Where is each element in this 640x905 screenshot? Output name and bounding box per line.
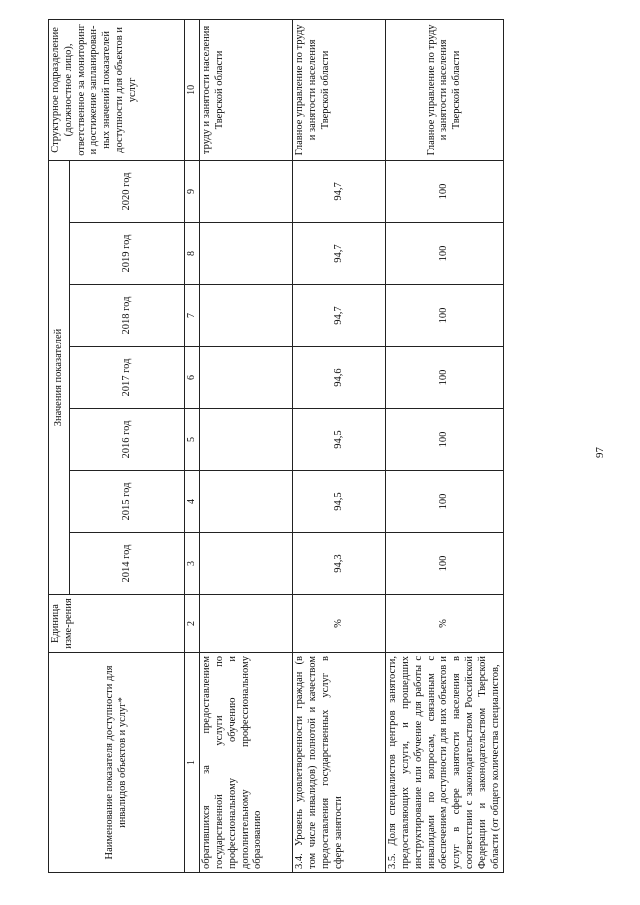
- table-row: [386, 19, 504, 872]
- column-index: 9: [185, 160, 200, 222]
- header-year-2020: 2020 год: [70, 160, 185, 222]
- value-2014: [200, 533, 293, 595]
- value-2016: [200, 409, 293, 471]
- value-2015: [200, 471, 293, 533]
- value-2019: [200, 223, 293, 285]
- value-2015: 94,5: [293, 471, 386, 533]
- indicator-unit: %: [293, 595, 386, 653]
- value-2018: 94,7: [293, 285, 386, 347]
- column-index: 7: [185, 285, 200, 347]
- value-2016: 94,5: [293, 409, 386, 471]
- value-2014: 94,3: [293, 533, 386, 595]
- header-row-1: [49, 19, 70, 872]
- value-2015: 100: [386, 471, 504, 533]
- column-index: 4: [185, 471, 200, 533]
- value-2018: [200, 285, 293, 347]
- responsible-unit: Главное управление по труду и занятости населения Тверской области: [386, 19, 504, 160]
- column-index: 2: [185, 595, 200, 653]
- indicator-unit: [200, 595, 293, 653]
- indicator-unit: %: [386, 595, 504, 653]
- value-2017: [200, 347, 293, 409]
- value-2018: 100: [386, 285, 504, 347]
- indicator-name: обратившихся за предоставлением государственной услуги по профессиональному обучению и дополнительному профессиональному образованию: [200, 653, 293, 873]
- value-2014: 100: [386, 533, 504, 595]
- column-index-row: [185, 19, 200, 872]
- responsible-unit: Главное управление по труду и занятости населения Тверской области: [293, 19, 386, 160]
- indicator-table: [48, 19, 504, 873]
- column-index: 3: [185, 533, 200, 595]
- value-2017: 94,6: [293, 347, 386, 409]
- table-row: [293, 19, 386, 872]
- indicator-name: 3.4. Уровень удовлетворенности граждан (в том числе инвалидов) полнотой и качеством предоставления государственных услуг в сфере занятости: [293, 653, 386, 873]
- header-name: Наименование показателя доступности для инвалидов объектов и услуг*: [49, 653, 185, 873]
- column-index: 1: [185, 653, 200, 873]
- page-number: 97: [594, 447, 606, 458]
- header-unit: Единица изме-рения: [49, 595, 185, 653]
- header-year-2017: 2017 год: [70, 347, 185, 409]
- value-2020: [200, 160, 293, 222]
- header-year-2018: 2018 год: [70, 285, 185, 347]
- indicator-name: 3.5. Доля специалистов центров занятости, предоставляющих услуги, и прошедших инструктирование или обучение для работы с инвалидами по вопросам, связанным с обеспечением доступности для них объектов и услуг в сфере занятости населения в соответствии с законодательством Российской Федерации и законодательством Тверской области (от общего количества специалистов,: [386, 653, 504, 873]
- header-year-2015: 2015 год: [70, 471, 185, 533]
- value-2020: 94,7: [293, 160, 386, 222]
- header-year-2019: 2019 год: [70, 223, 185, 285]
- value-2019: 94,7: [293, 223, 386, 285]
- column-index: 10: [185, 19, 200, 160]
- value-2020: 100: [386, 160, 504, 222]
- header-year-2014: 2014 год: [70, 533, 185, 595]
- column-index: 8: [185, 223, 200, 285]
- value-2016: 100: [386, 409, 504, 471]
- responsible-unit: труду и занятости населения Тверской области: [200, 19, 293, 160]
- header-values-group: Значения показателей: [49, 160, 70, 594]
- table-row: [200, 19, 293, 872]
- value-2017: 100: [386, 347, 504, 409]
- header-responsible: Структурное подразделение (должностное лицо), ответственное за мониторинг и достижение запланирован-ных значений показателей доступности для объектов и услуг: [49, 19, 185, 160]
- column-index: 6: [185, 347, 200, 409]
- column-index: 5: [185, 409, 200, 471]
- header-year-2016: 2016 год: [70, 409, 185, 471]
- value-2019: 100: [386, 223, 504, 285]
